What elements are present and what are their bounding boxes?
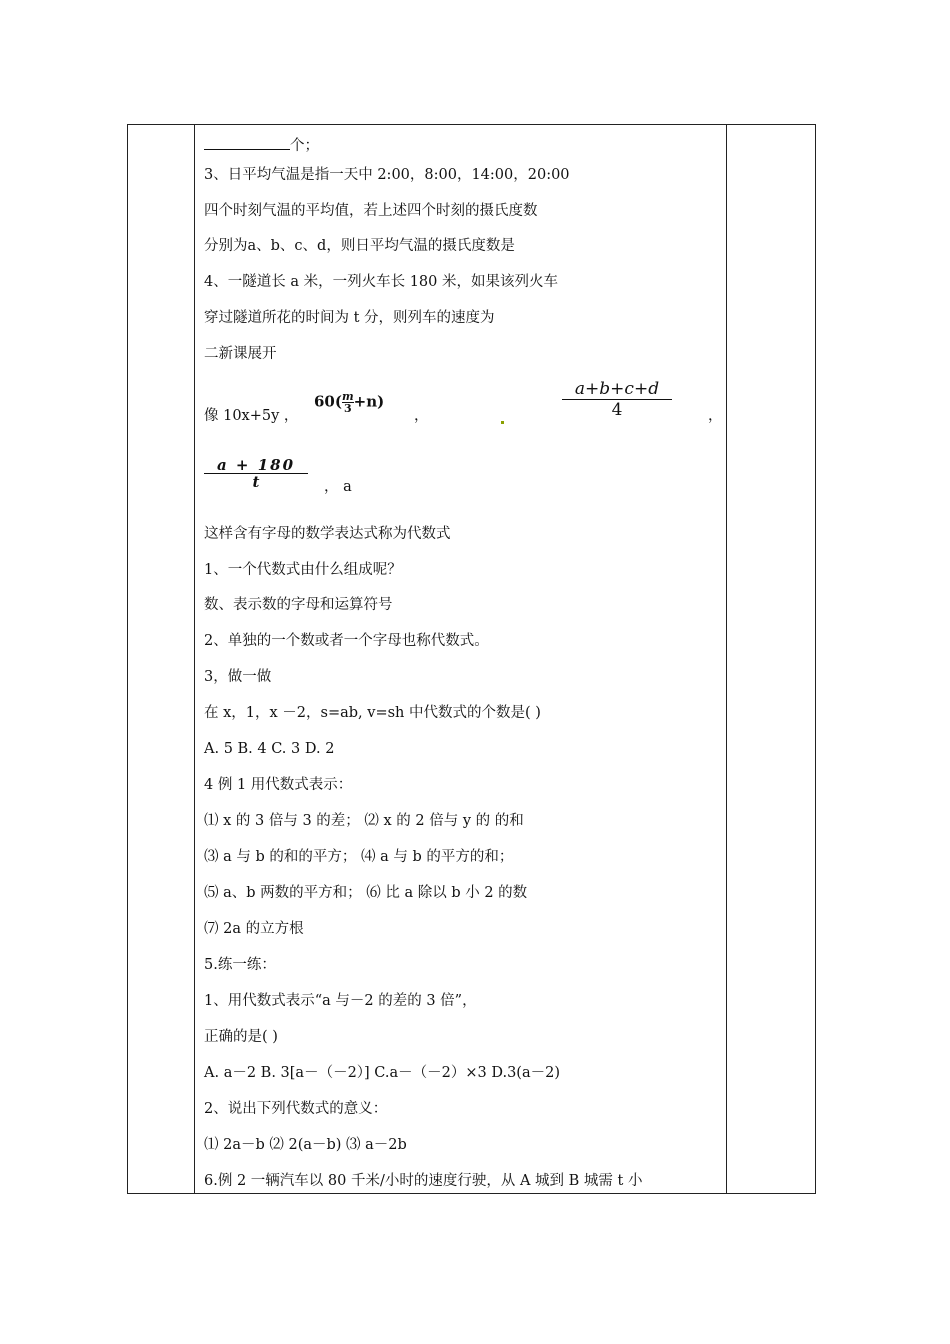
line-18: ⑴ x 的 3 倍与 3 的差； ⑵ x 的 2 倍与 y 的 的和 (204, 813, 524, 829)
column-divider-right (726, 125, 727, 1193)
line-24: 正确的是( ) (204, 1029, 278, 1045)
line-23: 1、用代数式表示“a 与－2 的差的 3 倍”， (204, 993, 477, 1009)
formula-60-m-over-3-plus-n (314, 391, 384, 414)
line-26: 2、说出下列代数式的意义： (204, 1101, 388, 1117)
formula-a-plus-180-over-t (204, 457, 308, 490)
stray-dot (501, 421, 504, 424)
line-2: 3、日平均气温是指一天中 2:00，8:00，14:00，20:00 (204, 167, 570, 183)
line-4: 分别为a、b、c、d，则日平均气温的摄氏度数是 (204, 238, 515, 254)
line-3: 四个时刻气温的平均值，若上述四个时刻的摄氏度数 (204, 203, 538, 219)
formula-2-denominator: 4 (611, 400, 623, 420)
line-20: ⑸ a、b 两数的平方和； ⑹ 比 a 除以 b 小 2 的数 (204, 885, 528, 901)
line-7: 二新课展开 (204, 346, 277, 362)
line-14: 3，做一做 (204, 669, 272, 685)
formula-2-numerator: a+b+c+d (574, 379, 660, 399)
formula-a-b-c-d-over-4 (562, 379, 672, 420)
line-1 (204, 135, 319, 156)
formula-1-numerator: m (341, 390, 354, 403)
line-1-text: 个； (290, 138, 319, 154)
formula-1-suffix: +n) (353, 392, 385, 411)
formula-3-numerator: a + 180 (216, 456, 296, 474)
line-19: ⑶ a 与 b 的和的平方； ⑷ a 与 b 的平方的和； (204, 849, 514, 865)
line-9-suffix: ， a (324, 479, 352, 495)
line-8-prefix: 像 10x+5y ， (204, 408, 299, 424)
line-27: ⑴ 2a－b ⑵ 2(a－b) ⑶ a－2b (204, 1137, 407, 1153)
answer-blank (204, 135, 290, 150)
line-17: 4 例 1 用代数式表示： (204, 777, 353, 793)
line-11: 1、一个代数式由什么组成呢？ (204, 562, 402, 578)
line-5: 4、一隧道长 a 米，一列火车长 180 米，如果该列火车 (204, 274, 558, 290)
line-21: ⑺ 2a 的立方根 (204, 921, 304, 937)
line-28: 6.例 2 一辆汽车以 80 千米/小时的速度行驶，从 A 城到 B 城需 t 小 (204, 1173, 643, 1189)
line-8-comma-1: ， (414, 408, 429, 424)
formula-3-denominator: t (252, 473, 260, 491)
line-13: 2、单独的一个数或者一个字母也称代数式。 (204, 633, 489, 649)
line-8-comma-2: ， (708, 408, 723, 424)
line-10: 这样含有字母的数学表达式称为代数式 (204, 526, 451, 542)
column-divider-left (194, 125, 195, 1193)
line-16: A. 5 B. 4 C. 3 D. 2 (204, 741, 335, 757)
line-12: 数、表示数的字母和运算符号 (204, 597, 393, 613)
formula-1-prefix: 60( (314, 392, 342, 411)
formula-1-denominator: 3 (343, 402, 352, 415)
line-6: 穿过隧道所花的时间为 t 分，则列车的速度为 (204, 310, 495, 326)
line-25: A. a－2 B. 3[a－（－2）] C.a－（－2）×3 D.3(a－2) (204, 1065, 560, 1081)
line-15: 在 x，1，x －2，s=ab, v=sh 中代数式的个数是( ) (204, 705, 541, 721)
lesson-table (127, 124, 816, 1194)
line-22: 5.练一练： (204, 957, 276, 973)
